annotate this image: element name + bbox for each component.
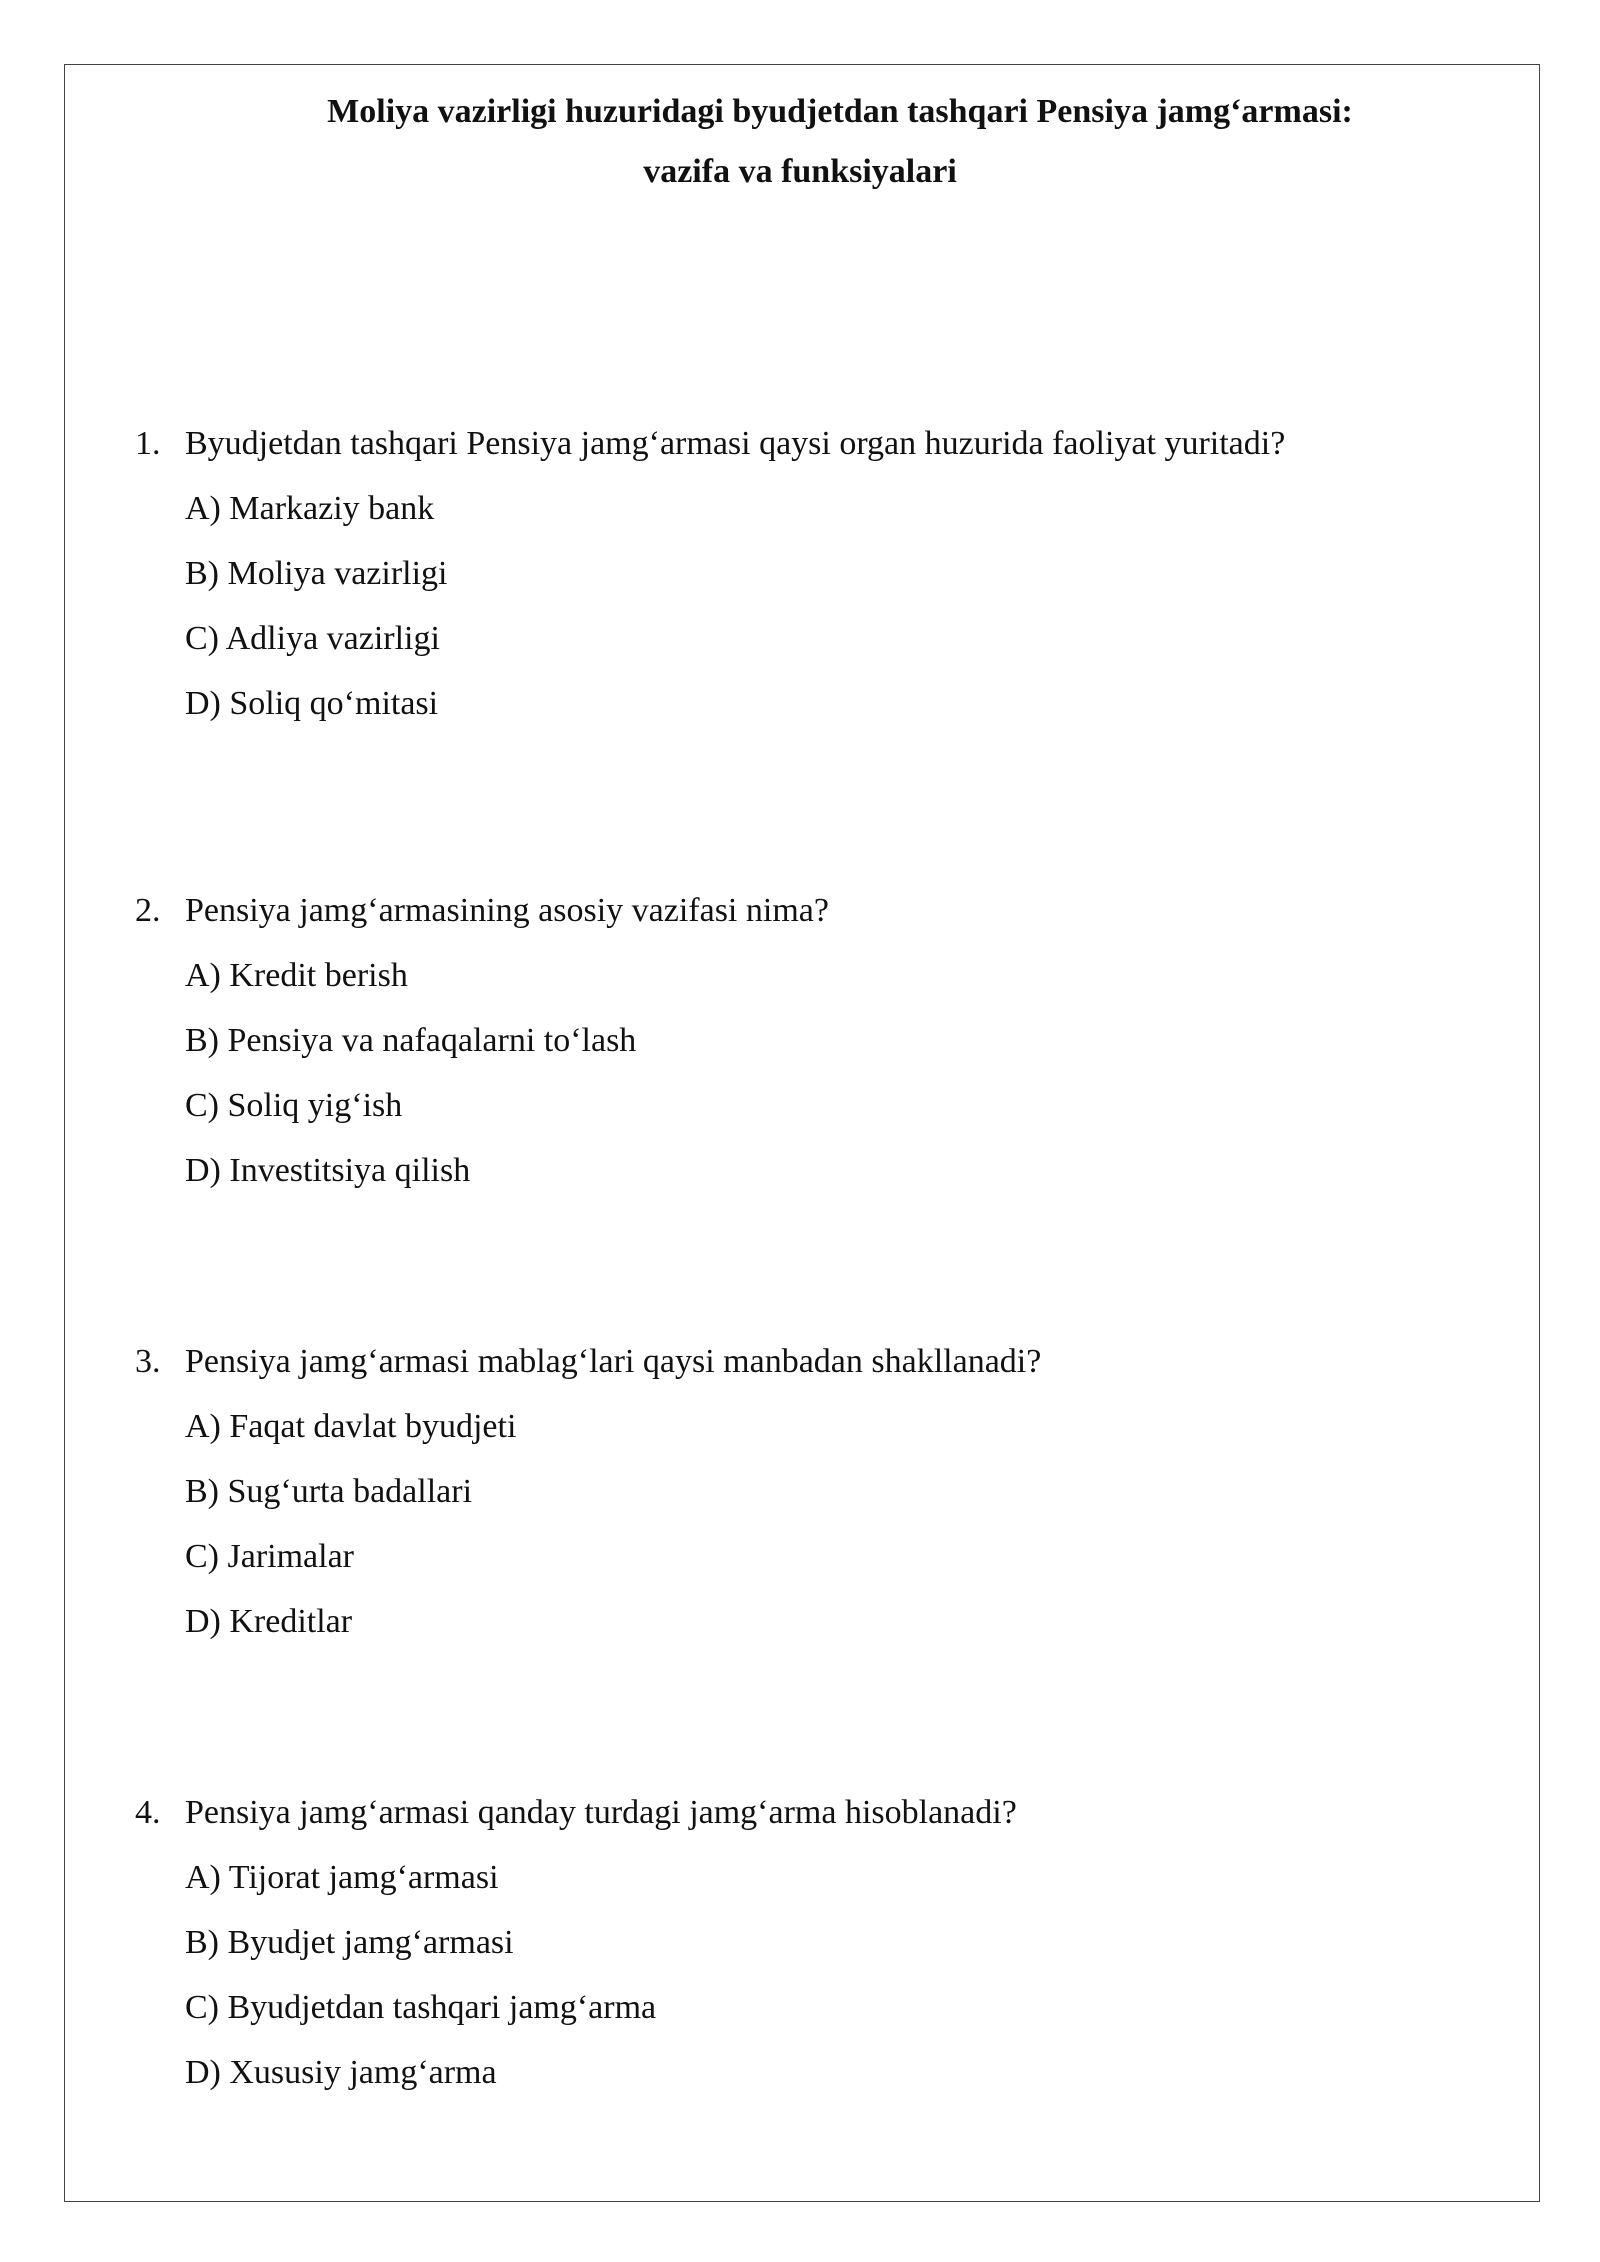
question-number: 3.: [135, 1343, 161, 1380]
answer-option-a: A) Kredit berish: [185, 957, 408, 994]
question-1: [135, 424, 1286, 724]
answer-option-c: C) Byudjetdan tashqari jamg‘arma: [185, 1989, 657, 2026]
question-text: Byudjetdan tashqari Pensiya jamg‘armasi qaysi organ huzurida faoliyat yuritadi?: [185, 425, 1286, 462]
answer-option-a: A) Tijorat jamg‘armasi: [185, 1859, 499, 1896]
question-number: 2.: [135, 892, 161, 929]
question-text: Pensiya jamg‘armasi qanday turdagi jamg‘arma hisoblanadi?: [185, 1794, 1017, 1831]
answer-option-c: C) Jarimalar: [185, 1538, 354, 1575]
question-4: [135, 1793, 1017, 2093]
answer-option-b: B) Sug‘urta badallari: [185, 1473, 473, 1510]
answer-option-a: A) Faqat davlat byudjeti: [185, 1408, 517, 1445]
answer-option-d: D) Kreditlar: [185, 1603, 353, 1640]
document-title: Moliya vazirligi huzuridagi byudjetdan tashqari Pensiya jamg‘armasi:: [327, 93, 1353, 130]
question-3: [135, 1342, 1042, 1642]
question-number: 4.: [135, 1794, 161, 1831]
document-subtitle: vazifa va funksiyalari: [643, 153, 957, 190]
question-text: Pensiya jamg‘armasi mablag‘lari qaysi manbadan shakllanadi?: [185, 1343, 1042, 1380]
answer-option-a: A) Markaziy bank: [185, 490, 435, 527]
answer-option-b: B) Byudjet jamg‘armasi: [185, 1924, 514, 1961]
question-text: Pensiya jamg‘armasining asosiy vazifasi nima?: [185, 892, 829, 929]
answer-option-d: D) Xususiy jamg‘arma: [185, 2054, 497, 2091]
answer-option-c: C) Soliq yig‘ish: [185, 1087, 403, 1124]
question-2: [135, 891, 829, 1191]
question-number: 1.: [135, 425, 161, 462]
answer-option-c: C) Adliya vazirligi: [185, 620, 440, 657]
answer-option-d: D) Investitsiya qilish: [185, 1152, 471, 1189]
answer-option-b: B) Pensiya va nafaqalarni to‘lash: [185, 1022, 637, 1059]
answer-option-b: B) Moliya vazirligi: [185, 555, 448, 592]
answer-option-d: D) Soliq qo‘mitasi: [185, 685, 439, 722]
